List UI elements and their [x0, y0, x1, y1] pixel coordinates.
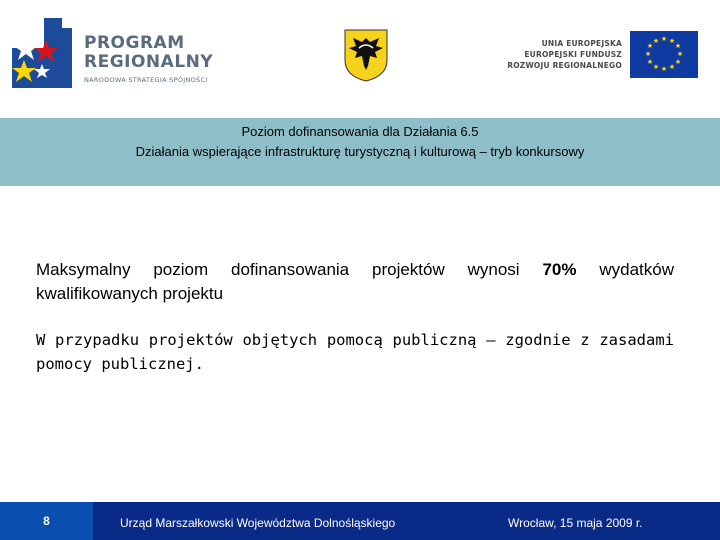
logo-title-line2: REGIONALNY: [84, 52, 214, 72]
slide-subtitle: Działania wspierające infrastrukturę turystyczną i kulturową – tryb konkursowy: [135, 144, 585, 159]
svg-text:★: ★: [676, 50, 684, 58]
program-regionalny-logo: [12, 18, 262, 98]
paragraph1-text-end: wydatków kwalifikowanych projektu: [36, 260, 674, 303]
footer-date: Wrocław, 15 maja 2009 r.: [508, 516, 643, 530]
svg-text:★: ★: [652, 63, 660, 71]
footer-institution: Urząd Marszałkowski Województwa Dolnośląskiego: [120, 516, 396, 530]
page-number-box: [0, 502, 93, 540]
eu-line3: ROZWOJU REGIONALNEGO: [507, 61, 622, 70]
eu-fund-label: [500, 38, 622, 71]
page-number: 8: [43, 514, 50, 528]
lower-silesia-eagle-crest-icon: [343, 28, 389, 82]
logo-title-line1: PROGRAM: [84, 33, 185, 53]
svg-text:★: ★: [646, 42, 654, 50]
svg-text:★: ★: [668, 37, 676, 45]
slide-title: Poziom dofinansowania dla Działania 6.5: [241, 124, 479, 139]
slide-footer: [0, 502, 720, 540]
eu-line2: EUROPEJSKI FUNDUSZ: [524, 50, 622, 59]
svg-text:★: ★: [674, 42, 682, 50]
paragraph-funding-level: [36, 258, 674, 306]
paragraph-public-aid: W przypadku projektów objętych pomocą publiczną – zgodnie z zasadami pomocy publicznej.: [36, 331, 674, 373]
svg-text:★: ★: [660, 65, 668, 73]
eu-flag-icon: [630, 31, 698, 78]
svg-text:★: ★: [660, 35, 668, 43]
logo-subtitle: NARODOWA STRATEGIA SPÓJNOŚCI: [84, 76, 208, 84]
svg-text:★: ★: [644, 50, 652, 58]
funding-percentage: 70%: [542, 260, 577, 279]
svg-text:★: ★: [652, 37, 660, 45]
paragraph1-text-start: Maksymalny poziom dofinansowania projektów wynosi: [36, 260, 543, 279]
eu-line1: UNIA EUROPEJSKA: [541, 39, 622, 48]
slide-header: [0, 0, 720, 118]
svg-text:★: ★: [668, 63, 676, 71]
svg-text:★: ★: [646, 58, 654, 66]
svg-text:★: ★: [674, 58, 682, 66]
program-regionalny-stars-icon: [12, 18, 72, 88]
title-band: [0, 118, 720, 186]
